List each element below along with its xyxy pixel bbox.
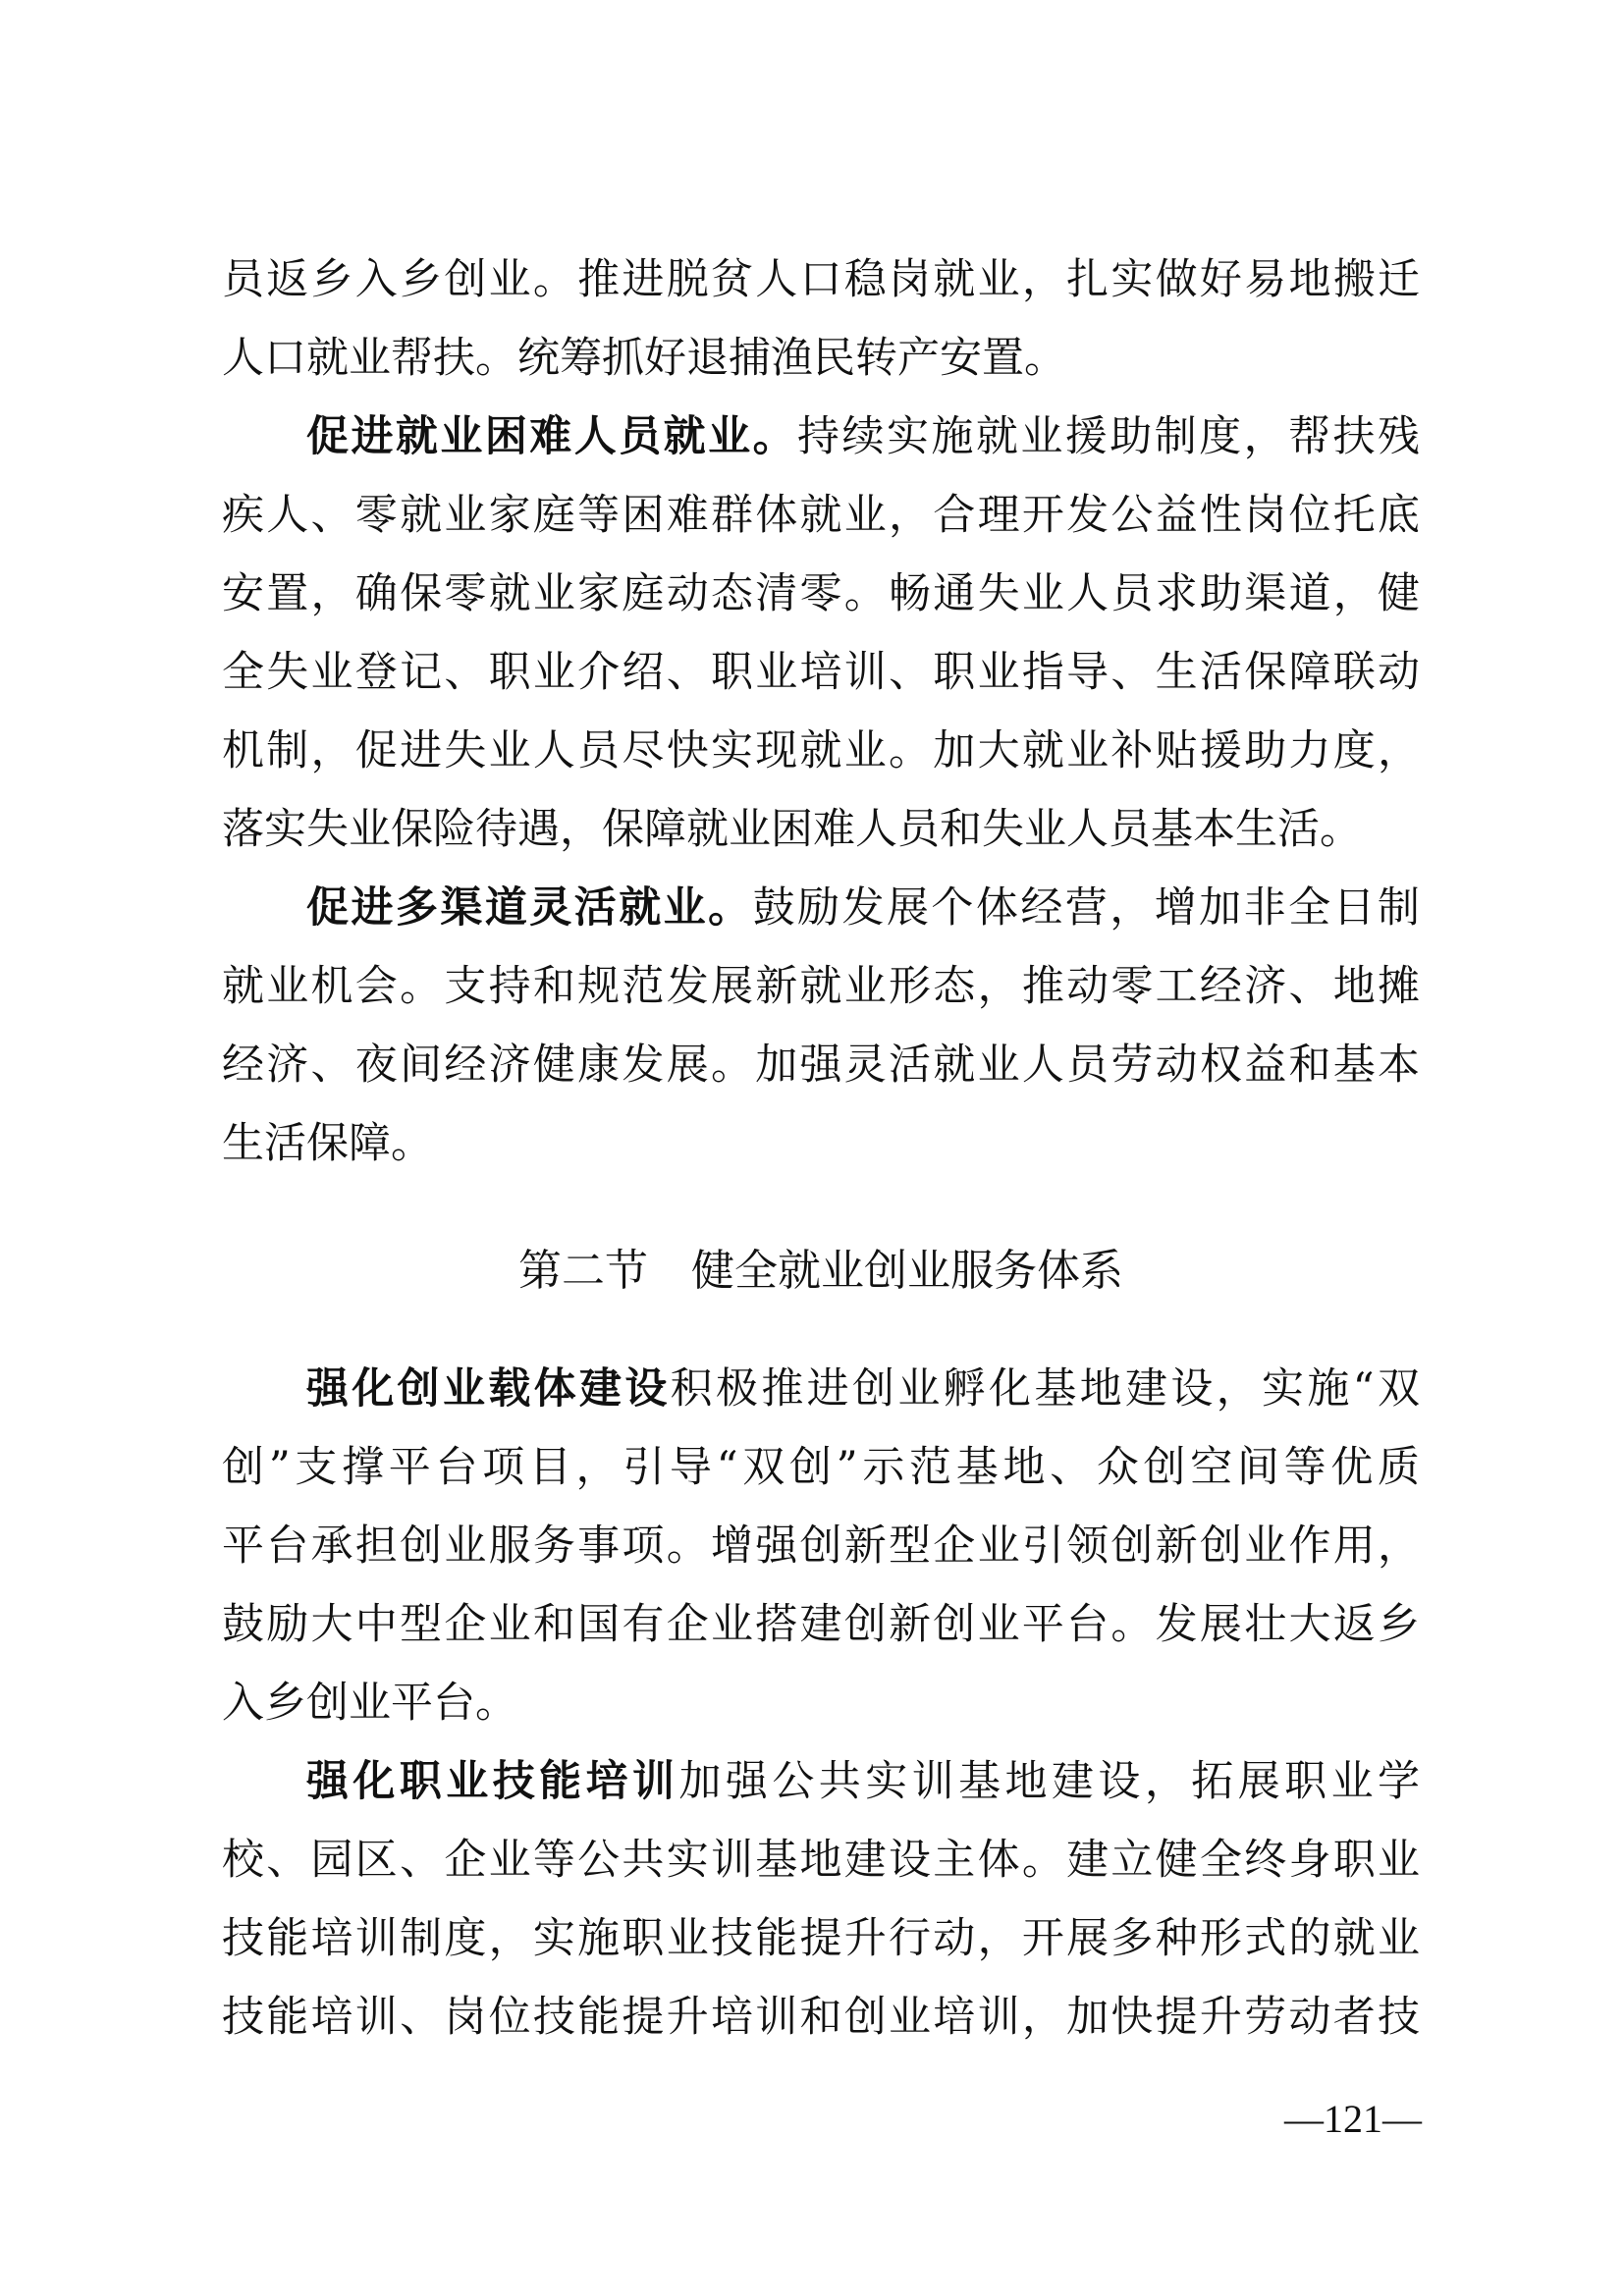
- text-line: 安置，确保零就业家庭动态清零。畅通失业人员求助渠道，健: [222, 569, 1420, 618]
- paragraph-first-line: [306, 1350, 1420, 1428]
- bold-lead: 强化职业技能培训: [306, 1757, 679, 1806]
- text-line: 人口就业帮扶。统筹抓好退捕渔民转产安置。: [222, 334, 1066, 383]
- text-line: 疾人、零就业家庭等困难群体就业，合理开发公益性岗位托底: [222, 491, 1420, 540]
- paragraph-first-line: [306, 1742, 1420, 1821]
- text-run: 加强公共实训基地建设，拓展职业学: [678, 1757, 1421, 1806]
- text-line: 鼓励大中型企业和国有企业搭建创新创业平台。发展壮大返乡: [222, 1600, 1420, 1649]
- text-run: 鼓励发展个体经营，增加非全日制: [752, 883, 1421, 933]
- bold-lead: 强化创业载体建设: [306, 1364, 671, 1414]
- page-number: —121—: [1284, 2097, 1422, 2141]
- paragraph-first-line: [306, 869, 1420, 947]
- paragraph-first-line: [306, 398, 1420, 476]
- text-line: 创”支撑平台项目，引导“双创”示范基地、众创空间等优质: [222, 1443, 1420, 1492]
- text-line: 平台承担创业服务事项。增强创新型企业引领创新创业作用，: [222, 1522, 1420, 1571]
- text-line: 技能培训、岗位技能提升培训和创业培训，加快提升劳动者技: [222, 1993, 1420, 2042]
- section-heading: 第二节 健全就业创业服务体系: [518, 1246, 1123, 1296]
- text-line: 校、园区、企业等公共实训基地建设主体。建立健全终身职业: [222, 1836, 1420, 1885]
- text-line: 员返乡入乡创业。推进脱贫人口稳岗就业，扎实做好易地搬迁: [222, 255, 1420, 304]
- text-run: 持续实施就业援助制度，帮扶残: [797, 412, 1421, 461]
- text-line: 就业机会。支持和规范发展新就业形态，推动零工经济、地摊: [222, 962, 1420, 1011]
- text-line: 生活保障。: [222, 1119, 433, 1168]
- bold-lead: 促进多渠道灵活就业。: [306, 883, 753, 933]
- text-run: 积极推进创业孵化基地建设，实施“双: [670, 1364, 1420, 1414]
- bold-lead: 促进就业困难人员就业。: [306, 412, 798, 461]
- text-line: 机制，促进失业人员尽快实现就业。加大就业补贴援助力度，: [222, 726, 1420, 775]
- text-line: 经济、夜间经济健康发展。加强灵活就业人员劳动权益和基本: [222, 1041, 1420, 1090]
- text-line: 落实失业保险待遇，保障就业困难人员和失业人员基本生活。: [222, 805, 1362, 854]
- text-line: 技能培训制度，实施职业技能提升行动，开展多种形式的就业: [222, 1914, 1420, 1963]
- text-line: 入乡创业平台。: [222, 1679, 517, 1728]
- text-line: 全失业登记、职业介绍、职业培训、职业指导、生活保障联动: [222, 648, 1420, 697]
